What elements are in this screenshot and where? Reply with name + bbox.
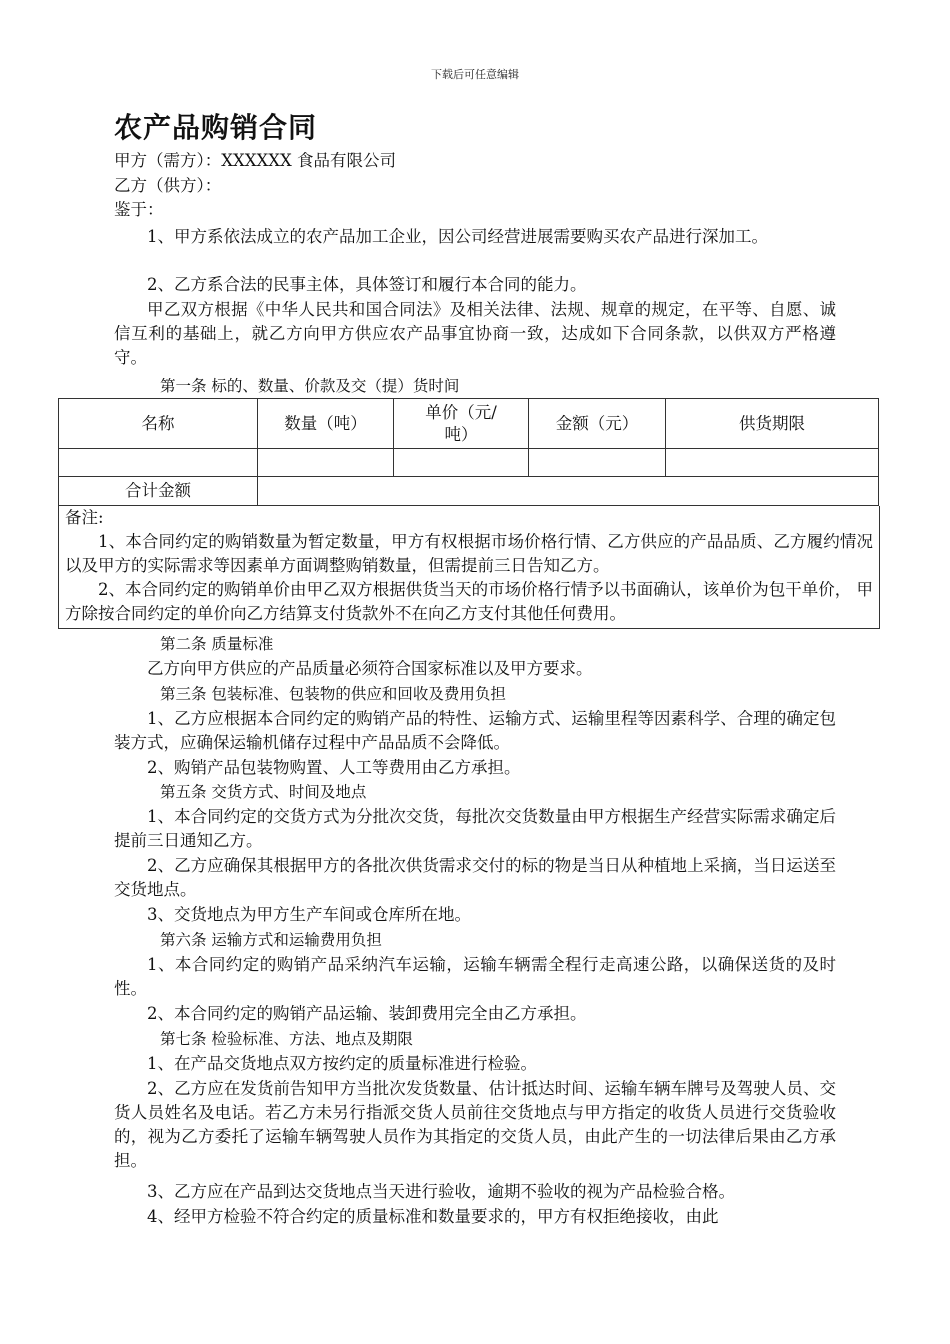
- article-3-para-1: 1、乙方应根据本合同约定的购销产品的特性、运输方式、运输里程等因素科学、合理的确定包装方式，应确保运输机储存过程中产品品质不会降低。: [114, 709, 836, 752]
- party-a-line: 甲方（需方）：XXXXXX 食品有限公司: [114, 151, 396, 170]
- document-title: 农产品购销合同: [114, 111, 318, 144]
- recital-1: 1、甲方系依法成立的农产品加工企业，因公司经营进展需要购买农产品进行深加工。: [147, 227, 768, 246]
- col-header-name: 名称: [59, 399, 258, 449]
- col-header-amount: 金额（元）: [529, 399, 666, 449]
- article-2-para-1: 乙方向甲方供应的产品质量必须符合国家标准以及甲方要求。: [147, 659, 593, 678]
- col-header-unit-price-text: 单价（元/吨）: [425, 402, 497, 444]
- article-5-heading: 第五条 交货方式、时间及地点: [160, 783, 367, 801]
- article-7-para-3: 3、乙方应在产品到达交货地点当天进行验收，逾期不验收的视为产品检验合格。: [147, 1182, 735, 1201]
- table-cell: [666, 449, 879, 477]
- article-7-para-4: 4、经甲方检验不符合约定的质量标准和数量要求的，甲方有权拒绝接收，由此: [147, 1207, 719, 1226]
- table-cell: [258, 449, 394, 477]
- article-7-para-1: 1、在产品交货地点双方按约定的质量标准进行检验。: [147, 1054, 537, 1073]
- party-b-line: 乙方（供方）：: [114, 176, 222, 195]
- table-cell: [529, 449, 666, 477]
- header-note: 下载后可任意编辑: [431, 68, 519, 81]
- article-7-para-2: 2、乙方应在发货前告知甲方当批次发货数量、估计抵达时间、运输车辆车牌号及驾驶人员、交货人员姓名及电话。若乙方未另行指派交货人员前往交货地点与甲方指定的收货人员进行交货验收的，视为乙方委托了运输车辆驾驶人员作为其指定的交货人员，由此产生的一切法律后果由乙方承担。: [114, 1079, 836, 1170]
- table-row: [59, 449, 879, 477]
- article-3-heading: 第三条 包装标准、包装物的供应和回收及费用负担: [160, 685, 506, 703]
- table-header-row: [59, 399, 879, 449]
- article-6-para-1: 1、本合同约定的购销产品采纳汽车运输，运输车辆需全程行走高速公路，以确保送货的及时性。: [114, 955, 836, 998]
- total-value-cell: [258, 477, 879, 506]
- whereas-line: 鉴于：: [114, 200, 164, 219]
- article-1-heading: 第一条 标的、数量、价款及交（提）货时间: [160, 377, 460, 395]
- article-3-para-2: 2、购销产品包装物购置、人工等费用由乙方承担。: [147, 758, 521, 777]
- col-header-supply-period: 供货期限: [666, 399, 879, 449]
- goods-table: [58, 398, 879, 506]
- recital-3: 甲乙双方根据《中华人民共和国合同法》及相关法律、法规、规章的规定，在平等、自愿、诚信互利的基础上，就乙方向甲方供应农产品事宜协商一致，达成如下合同条款，以供双方严格遵守。: [114, 300, 836, 367]
- article-5-para-3: 3、交货地点为甲方生产车间或仓库所在地。: [147, 905, 471, 924]
- remarks-box: [58, 506, 880, 629]
- remark-2: 2、本合同约定的购销单价由甲乙双方根据供货当天的市场价格行情予以书面确认，该单价为包干单价， 甲方除按合同约定的单价向乙方结算支付货款外不在向乙方支付其他任何费用。: [65, 580, 873, 623]
- article-6-heading: 第六条 运输方式和运输费用负担: [160, 931, 382, 949]
- table-cell: [59, 449, 258, 477]
- recital-2: 2、乙方系合法的民事主体，具体签订和履行本合同的能力。: [147, 275, 587, 294]
- article-5-para-1: 1、本合同约定的交货方式为分批次交货，每批次交货数量由甲方根据生产经营实际需求确定后提前三日通知乙方。: [114, 807, 836, 850]
- remarks-label: 备注:: [65, 508, 104, 527]
- total-row: [59, 477, 879, 506]
- article-2-heading: 第二条 质量标准: [160, 635, 274, 653]
- total-label: 合计金额: [59, 477, 258, 506]
- col-header-quantity: 数量（吨）: [258, 399, 394, 449]
- col-header-unit-price: [394, 399, 529, 449]
- article-5-para-2: 2、乙方应确保其根据甲方的各批次供货需求交付的标的物是当日从种植地上采摘，当日运送至交货地点。: [114, 856, 836, 899]
- remark-1: 1、本合同约定的购销数量为暂定数量，甲方有权根据市场价格行情、乙方供应的产品品质、乙方履约情况以及甲方的实际需求等因素单方面调整购销数量，但需提前三日告知乙方。: [65, 532, 873, 575]
- article-7-heading: 第七条 检验标准、方法、地点及期限: [160, 1030, 413, 1048]
- table-cell: [394, 449, 529, 477]
- article-6-para-2: 2、本合同约定的购销产品运输、装卸费用完全由乙方承担。: [147, 1004, 587, 1023]
